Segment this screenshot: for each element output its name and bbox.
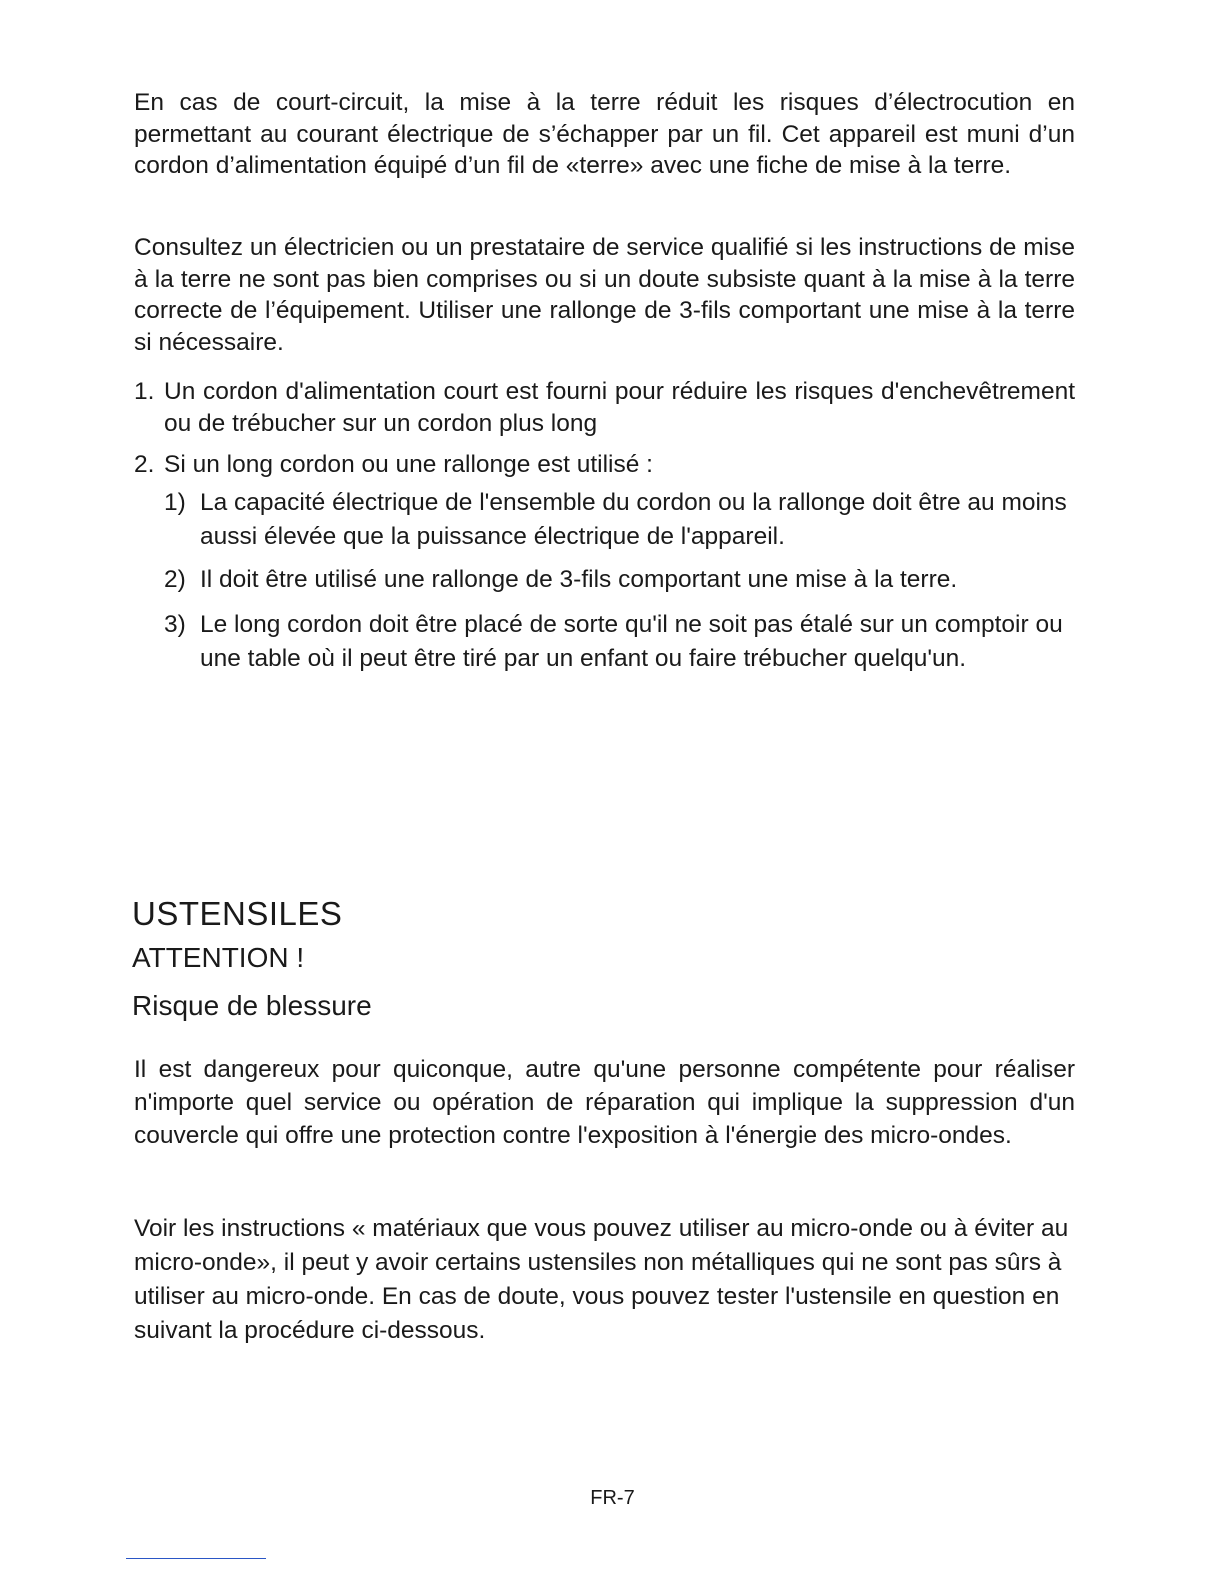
instructions-paragraph: Voir les instructions « matériaux que vous pouvez utiliser au micro-onde ou à éviter au micro-onde», il peut y avoir certains ustensiles non métalliques qui ne sont pas sûrs à utiliser au micro-onde. En cas de doute, vous pouvez tester l'ustensile en question en suivant la procédure ci-dessous. xyxy=(134,1215,1069,1344)
list-number: 1. xyxy=(134,378,155,405)
list-text: Un cordon d'alimentation court est fourni pour réduire les risques d'enchevêtrement ou de trébucher sur un cordon plus long xyxy=(164,378,1075,437)
page-number: FR-7 xyxy=(590,1487,635,1509)
danger-paragraph: Il est dangereux pour quiconque, autre qu'une personne compétente pour réaliser n'importe quel service ou opération de réparation qui implique la suppression d'un couvercle qui offre une protection contre l'exposition à l'énergie des micro-ondes. xyxy=(134,1056,1075,1149)
list-text: Si un long cordon ou une rallonge est utilisé : xyxy=(164,451,653,478)
grounding-paragraph: En cas de court-circuit, la mise à la terre réduit les risques d’électrocution en permettant au courant électrique de s’échapper par un fil. Cet appareil est muni d’un cordon d’alimentation équipé d’un fil de «terre» avec une fiche de mise à la terre. xyxy=(134,89,1075,179)
attention-heading: ATTENTION ! xyxy=(132,942,305,973)
list-item xyxy=(134,376,1075,439)
sublist-item xyxy=(164,608,1075,676)
sublist-text: Il doit être utilisé une rallonge de 3-fils comportant une mise à la terre. xyxy=(200,566,958,593)
sublist-item xyxy=(164,486,1075,554)
consult-electrician-paragraph: Consultez un électricien ou un prestataire de service qualifié si les instructions de mise à la terre ne sont pas bien comprises ou si un doute subsiste quant à la mise à la terre correcte de l’équipement. Utiliser une rallonge de 3-fils comportant une mise à la terre si nécessaire. xyxy=(134,234,1075,356)
sublist-text: La capacité électrique de l'ensemble du cordon ou la rallonge doit être au moins aussi élevée que la puissance électrique de l'appareil. xyxy=(200,489,1067,550)
section-title: USTENSILES xyxy=(132,895,343,932)
list-number: 2. xyxy=(134,451,155,478)
risk-heading: Risque de blessure xyxy=(132,990,372,1021)
sublist-item xyxy=(164,563,1075,597)
cord-list xyxy=(134,376,1075,481)
sublist-number: 2) xyxy=(164,566,186,593)
list-item xyxy=(134,449,1075,481)
edge-divider xyxy=(126,1558,266,1559)
sublist-number: 3) xyxy=(164,611,186,638)
sublist-text: Le long cordon doit être placé de sorte qu'il ne soit pas étalé sur un comptoir ou une table où il peut être tiré par un enfant ou faire trébucher quelqu'un. xyxy=(200,611,1063,672)
sublist-number: 1) xyxy=(164,489,186,516)
